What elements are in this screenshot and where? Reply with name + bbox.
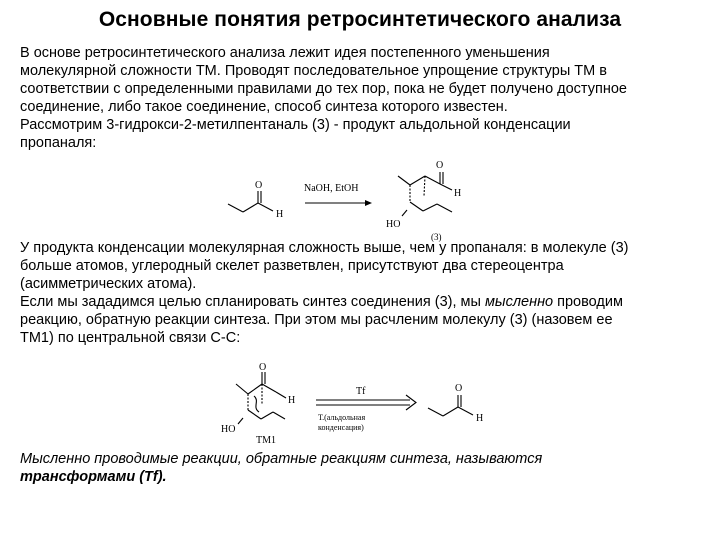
transform-note: конденсация) (318, 423, 364, 432)
hydrogen-label: H (454, 188, 462, 199)
slide-title: Основные понятия ретросинтетического анализа (98, 8, 622, 31)
body-line: У продукта конденсации молекулярная сложность выше, чем у пропаналя: в молекуле (3) (20, 240, 629, 256)
body-text: проводим (553, 294, 623, 310)
propanal-structure (428, 383, 483, 424)
body-line: (асимметрических атома). (20, 276, 197, 292)
intro-line: Рассмотрим 3-гидрокси-2-метилпентаналь (3) - продукт альдольной конденсации (20, 117, 571, 133)
oxygen-label: O (255, 180, 263, 191)
intro-line: пропаналя: (20, 135, 97, 151)
intro-line: молекулярной сложности ТМ. Проводят последовательное упрощение структуры ТМ в (20, 63, 607, 79)
intro-line: соответствии с определенными правилами до тех пор, пока не будет получено доступное (20, 81, 627, 97)
emphasis-text: мысленно (484, 294, 554, 310)
definition-line: Мысленно проводимые реакции, обратные реакциям синтеза, называются (20, 451, 543, 467)
oxygen-label: O (259, 362, 267, 373)
hydroxyl-label: HO (221, 424, 236, 435)
hydrogen-label: H (476, 413, 484, 424)
body-line: больше атомов, углеродный скелет разветвлен, присутствуют два стереоцентра (20, 258, 564, 274)
definition-term: трансформами (Tf). (20, 469, 167, 485)
intro-line: В основе ретросинтетического анализа лежит идея постепенного уменьшения (20, 45, 550, 61)
intro-line: соединение, либо такое соединение, способ синтеза которого известен. (20, 99, 508, 115)
compound-number: (3) (431, 232, 442, 242)
body-text: Если мы зададимся целью спланировать синтез соединения (3), мы (20, 294, 485, 310)
transform-arrow (316, 386, 416, 432)
definition-paragraph (20, 450, 710, 486)
transform-note: Т.(альдольная (318, 413, 366, 422)
transform-label: Tf (356, 386, 366, 397)
hydroxyl-label: HO (386, 219, 401, 230)
body-line: ТМ1) по центральной связи С-С: (20, 330, 241, 346)
tm1-structure (221, 362, 295, 446)
oxygen-label: O (436, 160, 444, 171)
tm1-label: TM1 (256, 435, 276, 446)
reagent-label: NaOH, EtOH (304, 183, 359, 194)
body-line: реакцию, обратную реакции синтеза. При этом мы расчленим молекулу (3) (назовем ее (20, 312, 613, 328)
oxygen-label: O (455, 383, 463, 394)
hydrogen-label: H (288, 395, 296, 406)
hydrogen-label: H (276, 209, 284, 220)
